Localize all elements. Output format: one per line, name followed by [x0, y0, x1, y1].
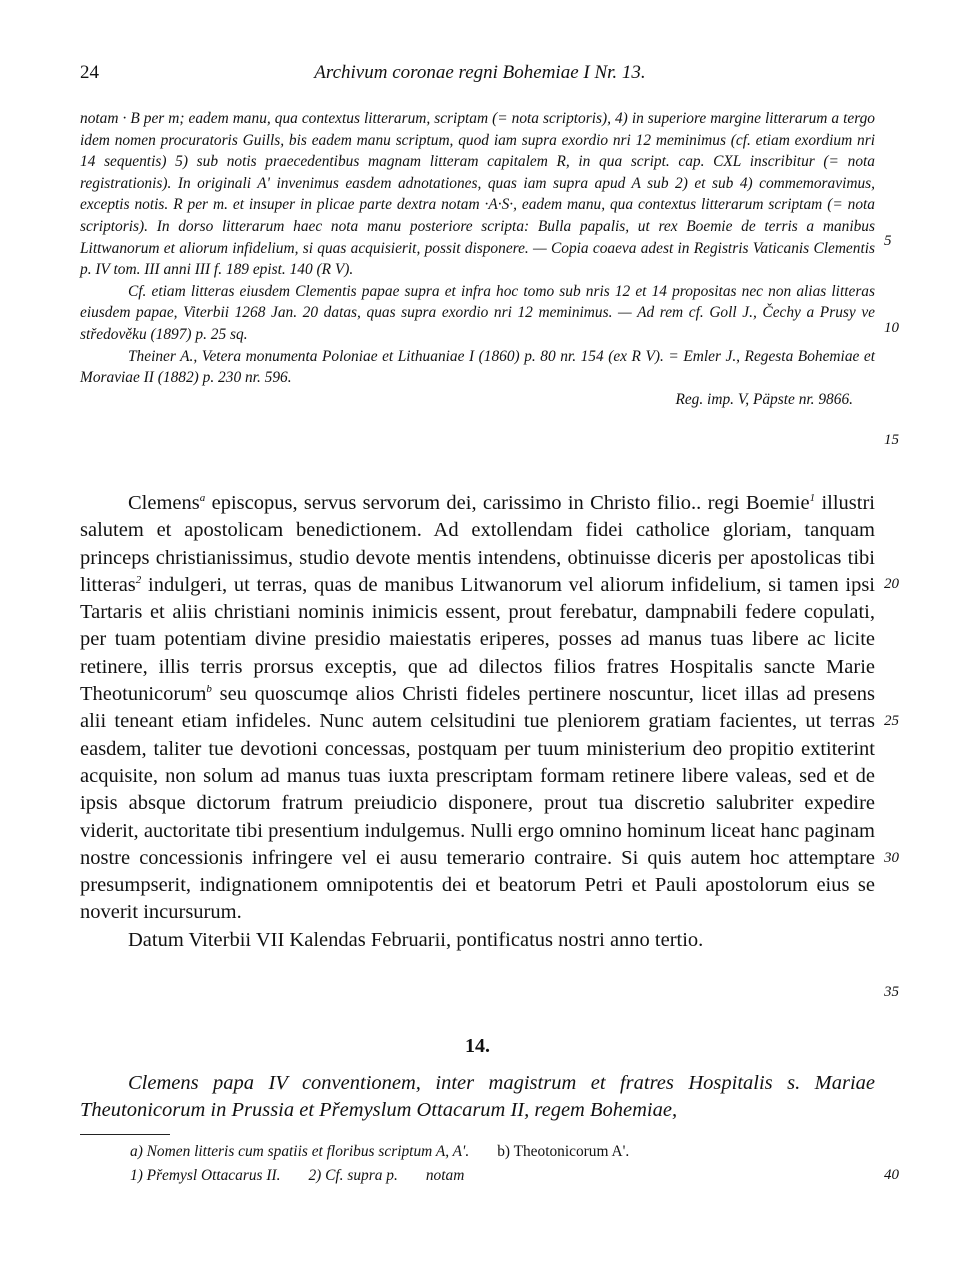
regest-summary: Clemens papa IV conventionem, inter magistrum et fratres Hospitalis s. Mariae Theutonicorum in Prussia et Přemyslum Ottacarum II, regem Bohemiae,: [80, 1072, 875, 1122]
footnote-marker-b: b: [206, 683, 212, 696]
page-number: 24: [80, 62, 99, 83]
footnote-divider: [80, 1134, 170, 1135]
apparatus-description: notam · B per m; eadem manu, qua contextus litterarum, scriptam (= nota scriptoris), 4) in superiore margine litterarum a tergo idem nomen procuratoris Guills, bis eadem manu scriptum, quod iam supra exordio nri 12 meminimus (cf. etiam exordium nri 14 sequentis) 5) sub notis praecedentibus magnam litteram capitalem R, in qua script. cap. CXL inscribitur (= nota registrationis). In originali A' invenimus easdem adnotationes, quas iam supra apud A sub 2) et sub 4) commemoravimus, exceptis notis. R per m. et insuper in plicae parte dextra notam ·A·S·, eadem manu, qua contextus litterarum scriptam (= nota scriptoris). In dorso litterarum haec nota manu posteriore scripta: Bulla papalis, ut rex Boemie de terris a manibus Littwanorum et aliorum infidelium, si quas acquisierit, possit disponere. — Copia coaeva adest in Registris Vaticanis Clementis p. IV tom. III anni III f. 189 epist. 140 (R V).: [80, 110, 875, 279]
running-title: Archivum coronae regni Bohemiae I Nr. 13.: [314, 62, 646, 83]
footnote-2-tail: notam: [425, 1167, 465, 1184]
charter-text-part: Clemens: [128, 492, 200, 514]
critical-apparatus: [80, 108, 875, 410]
footnote-a: a) Nomen litteris cum spatiis et floribus scriptum A, A'.: [130, 1143, 470, 1160]
line-number: 20: [884, 576, 899, 592]
charter-text-part: illustri salutem et apostolicam benedictionem. Ad extollendam fidei catholice gloriam, tanquam princeps christianissimus, studio devote mentis intendens, obtinuisse diceris per apostolicas tibi litteras: [80, 492, 875, 596]
footnotes: [130, 1140, 875, 1188]
footnote-line: [130, 1140, 875, 1164]
line-number: 25: [884, 713, 899, 729]
line-number: 30: [884, 850, 899, 866]
apparatus-editions: Theiner A., Vetera monumenta Poloniae et Lithuaniae I (1860) p. 80 nr. 154 (ex R V). = Emler J., Regesta Bohemiae et Moraviae II (1882) p. 230 nr. 596.: [80, 347, 875, 387]
footnote-1: 1) Přemysl Ottacarus II.: [130, 1167, 281, 1184]
document-number: 14.: [465, 1035, 490, 1057]
charter-text-part: episcopus, servus servorum dei, carissimo in Christo filio.. regi Boemie: [205, 492, 810, 514]
charter-text-part: seu quoscumqe alios Christi fideles pertinere noscuntur, licet illas ad presens alii teneant etiam infideles. Nunc autem celsitudini tue pleniorem gratiam facientes, ut terras easdem, taliter tue devotioni concessas, postquam per tuum ministerium deo propitio extiterint acquisite, non solum ad manus tuas iuxta prescriptam formam retinere libere valeas, sed et de ipsis absque dictorum fratrum preiudicio disponere, prout tua discretio salubriter expedire viderit, auctoritate tibi presentium indulgemus. Nulli ergo omnino hominum liceat hanc paginam nostre concessionis infringere vel ei ausu temerario contraire. Si quis autem hoc attemptare presumpserit, indignationem omnipotentis dei et beatorum Petri et Pauli apostolorum eius se noverit incursurum.: [80, 683, 875, 924]
line-number: 40: [884, 1167, 899, 1183]
charter-text: [80, 490, 875, 927]
footnote-marker-2: 2: [135, 574, 142, 587]
charter-text-part: indulgeri, ut terras, quas de manibus Litwanorum vel aliorum infidelium, si tamen ipsi Tartaris et aliis christiani nominis inimicis essent, prout ferebatur, dampnabili federe copulati, per tuam potentiam divine presidio maiestatis eriperes, posses ad manus tuas libere ac licite retinere, illis terris prorsus exceptis, que ad dilectos filios fratres Hospitalis sancte Marie Theotunicorum: [80, 573, 875, 706]
footnote-marker-a: a: [199, 492, 206, 505]
dating-clause: Datum Viterbii VII Kalendas Februarii, pontificatus nostri anno tertio.: [128, 928, 704, 951]
footnote-line: [130, 1164, 875, 1188]
line-number: 35: [884, 984, 899, 1000]
footnote-marker-1: 1: [809, 492, 816, 505]
line-number: 10: [884, 320, 899, 336]
page-header: [80, 62, 880, 90]
footnote-2: 2) Cf. supra p.: [308, 1167, 398, 1184]
line-number: 15: [884, 432, 899, 448]
line-number: 5: [884, 233, 892, 249]
apparatus-references: Cf. etiam litteras eiusdem Clementis papae supra et infra hoc tomo sub nris 12 et 14 propositas nec non alias litteras eiusdem papae, Viterbii 1268 Jan. 20 datas, quas supra exordio nri 12 meminimus. — Ad rem cf. Goll J., Čechy a Prusy ve středověku (1897) p. 25 sq.: [80, 282, 875, 343]
footnote-b: b) Theotonicorum A'.: [497, 1143, 630, 1160]
main-text: [80, 490, 875, 954]
apparatus-regesta: Reg. imp. V, Päpste nr. 9866.: [675, 390, 853, 408]
